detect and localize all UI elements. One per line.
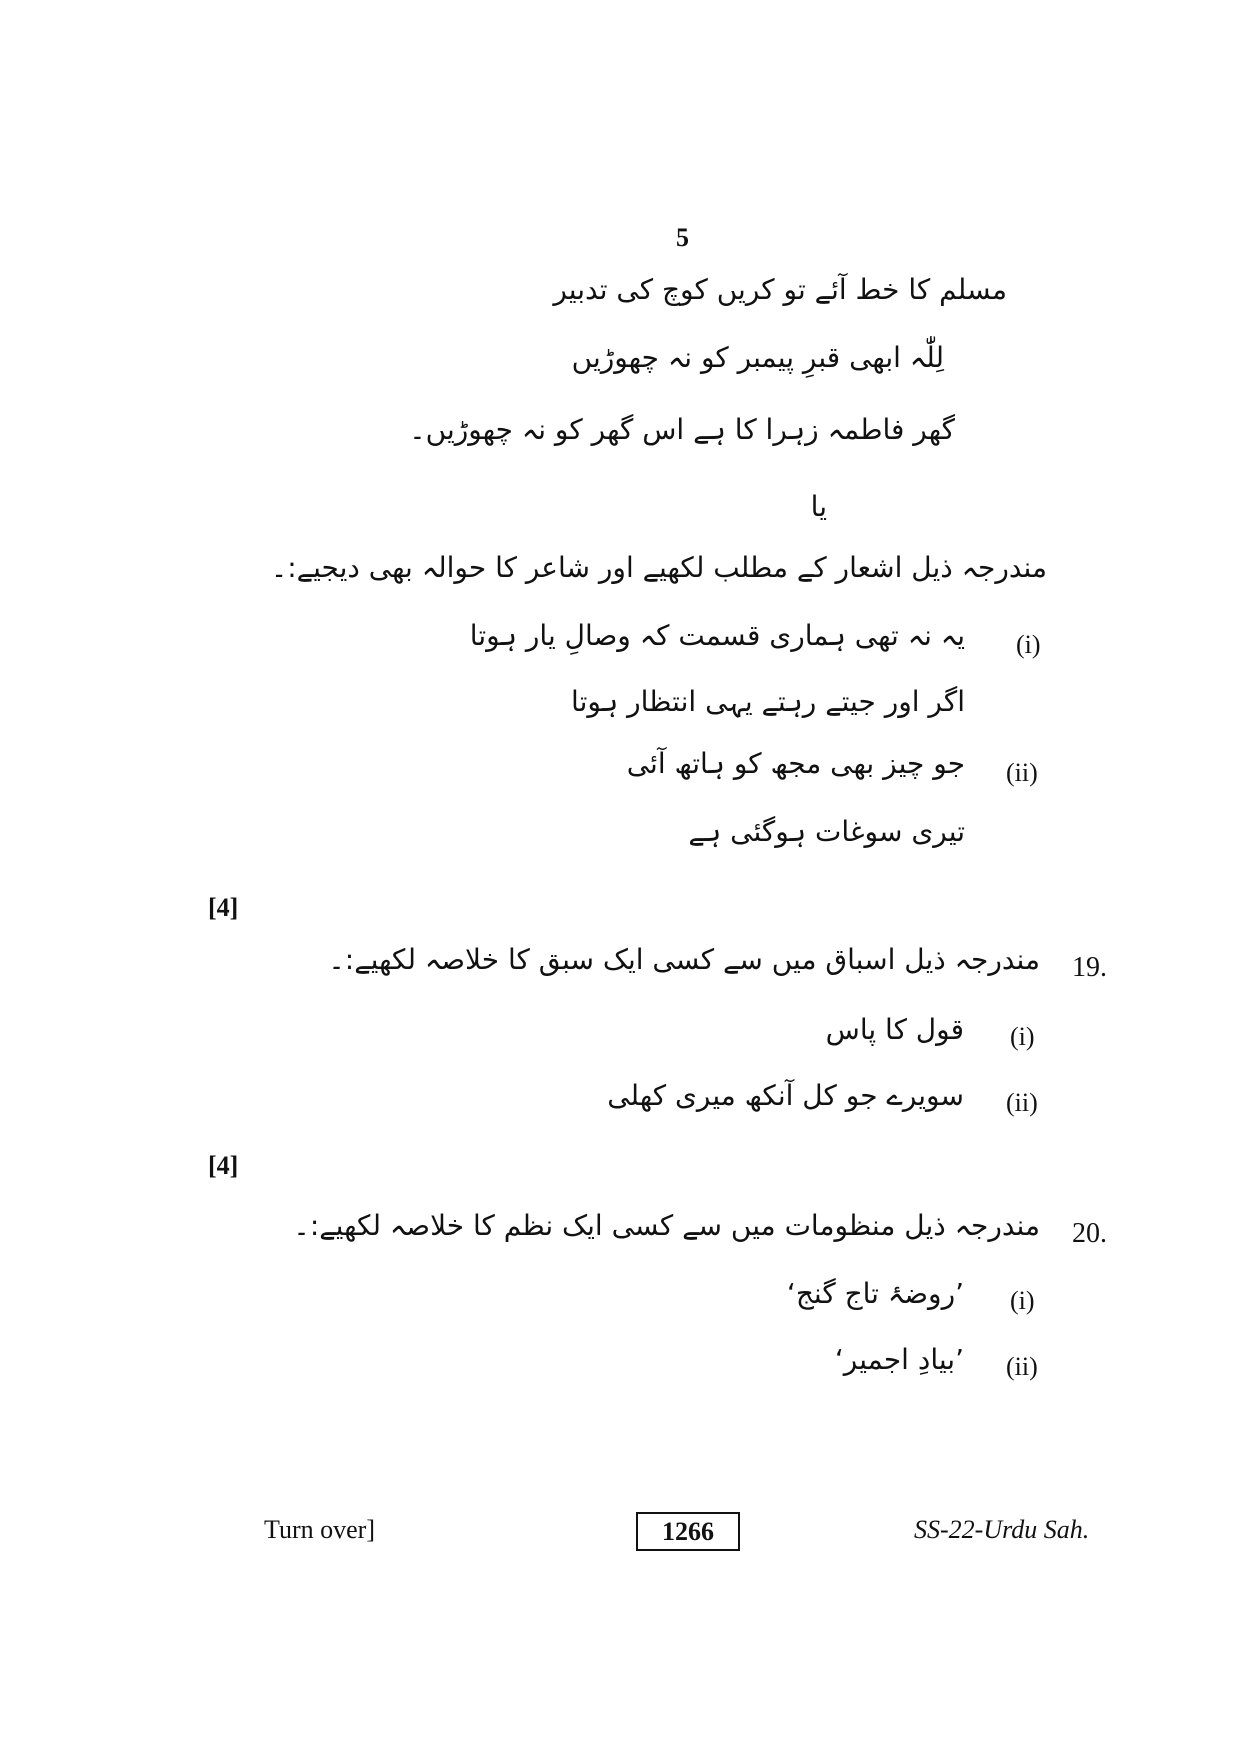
q20-item-2-text: ’بیادِ اجمیر‘	[834, 1343, 964, 1376]
footer-turn-over: Turn over]	[264, 1515, 375, 1544]
couplet-1-line-1: یہ نہ تھی ہماری قسمت کہ وصالِ یار ہوتا	[469, 619, 965, 652]
question-19-number: 19.	[1072, 952, 1107, 983]
poem-line-3: گھر فاطمہ زہرا کا ہے اس گھر کو نہ چھوڑیں۔	[409, 413, 955, 446]
couplet-2-marker: (ii)	[1006, 758, 1038, 787]
couplet-1-line-2: اگر اور جیتے رہتے یہی انتظار ہوتا	[571, 685, 965, 718]
q20-item-1-marker: (i)	[1010, 1286, 1035, 1315]
couplet-2-line-1: جو چیز بھی مجھ کو ہاتھ آئی	[626, 747, 965, 780]
q19-item-2-marker: (ii)	[1006, 1088, 1038, 1117]
question-20-instruction: مندرجہ ذیل منظومات میں سے کسی ایک نظم کا خلاصہ لکھیے:۔	[293, 1209, 1040, 1242]
marks-label: [4]	[208, 893, 239, 922]
couplet-1-marker: (i)	[1016, 630, 1041, 659]
q19-item-2-text: سویرے جو کل آنکھ میری کھلی	[607, 1079, 964, 1112]
page-number: 5	[676, 223, 689, 252]
poem-line-1: مسلم کا خط آئے تو کریں کوچ کی تدبیر	[553, 273, 1007, 306]
poem-line-2: لِلّٰہ ابھی قبرِ پیمبر کو نہ چھوڑیں	[571, 341, 944, 374]
question-19-instruction: مندرجہ ذیل اسباق میں سے کسی ایک سبق کا خلاصہ لکھیے:۔	[328, 943, 1040, 976]
q19-item-1-text: قول کا پاس	[825, 1013, 964, 1046]
couplet-2-line-2: تیری سوغات ہوگئی ہے	[688, 815, 965, 848]
question-20-number: 20.	[1072, 1218, 1107, 1249]
q20-item-1-text: ’روضۂ تاج گنج‘	[786, 1277, 964, 1310]
or-separator: یا	[810, 490, 827, 523]
marks-label: [4]	[208, 1151, 239, 1180]
footer-paper-code: 1266	[636, 1512, 740, 1551]
q20-item-2-marker: (ii)	[1006, 1352, 1038, 1381]
footer-paper-title: SS-22-Urdu Sah.	[914, 1515, 1090, 1544]
q19-item-1-marker: (i)	[1010, 1022, 1035, 1051]
question-18-alt-instruction: مندرجہ ذیل اشعار کے مطلب لکھیے اور شاعر کا حوالہ بھی دیجیے:۔	[270, 551, 1047, 584]
